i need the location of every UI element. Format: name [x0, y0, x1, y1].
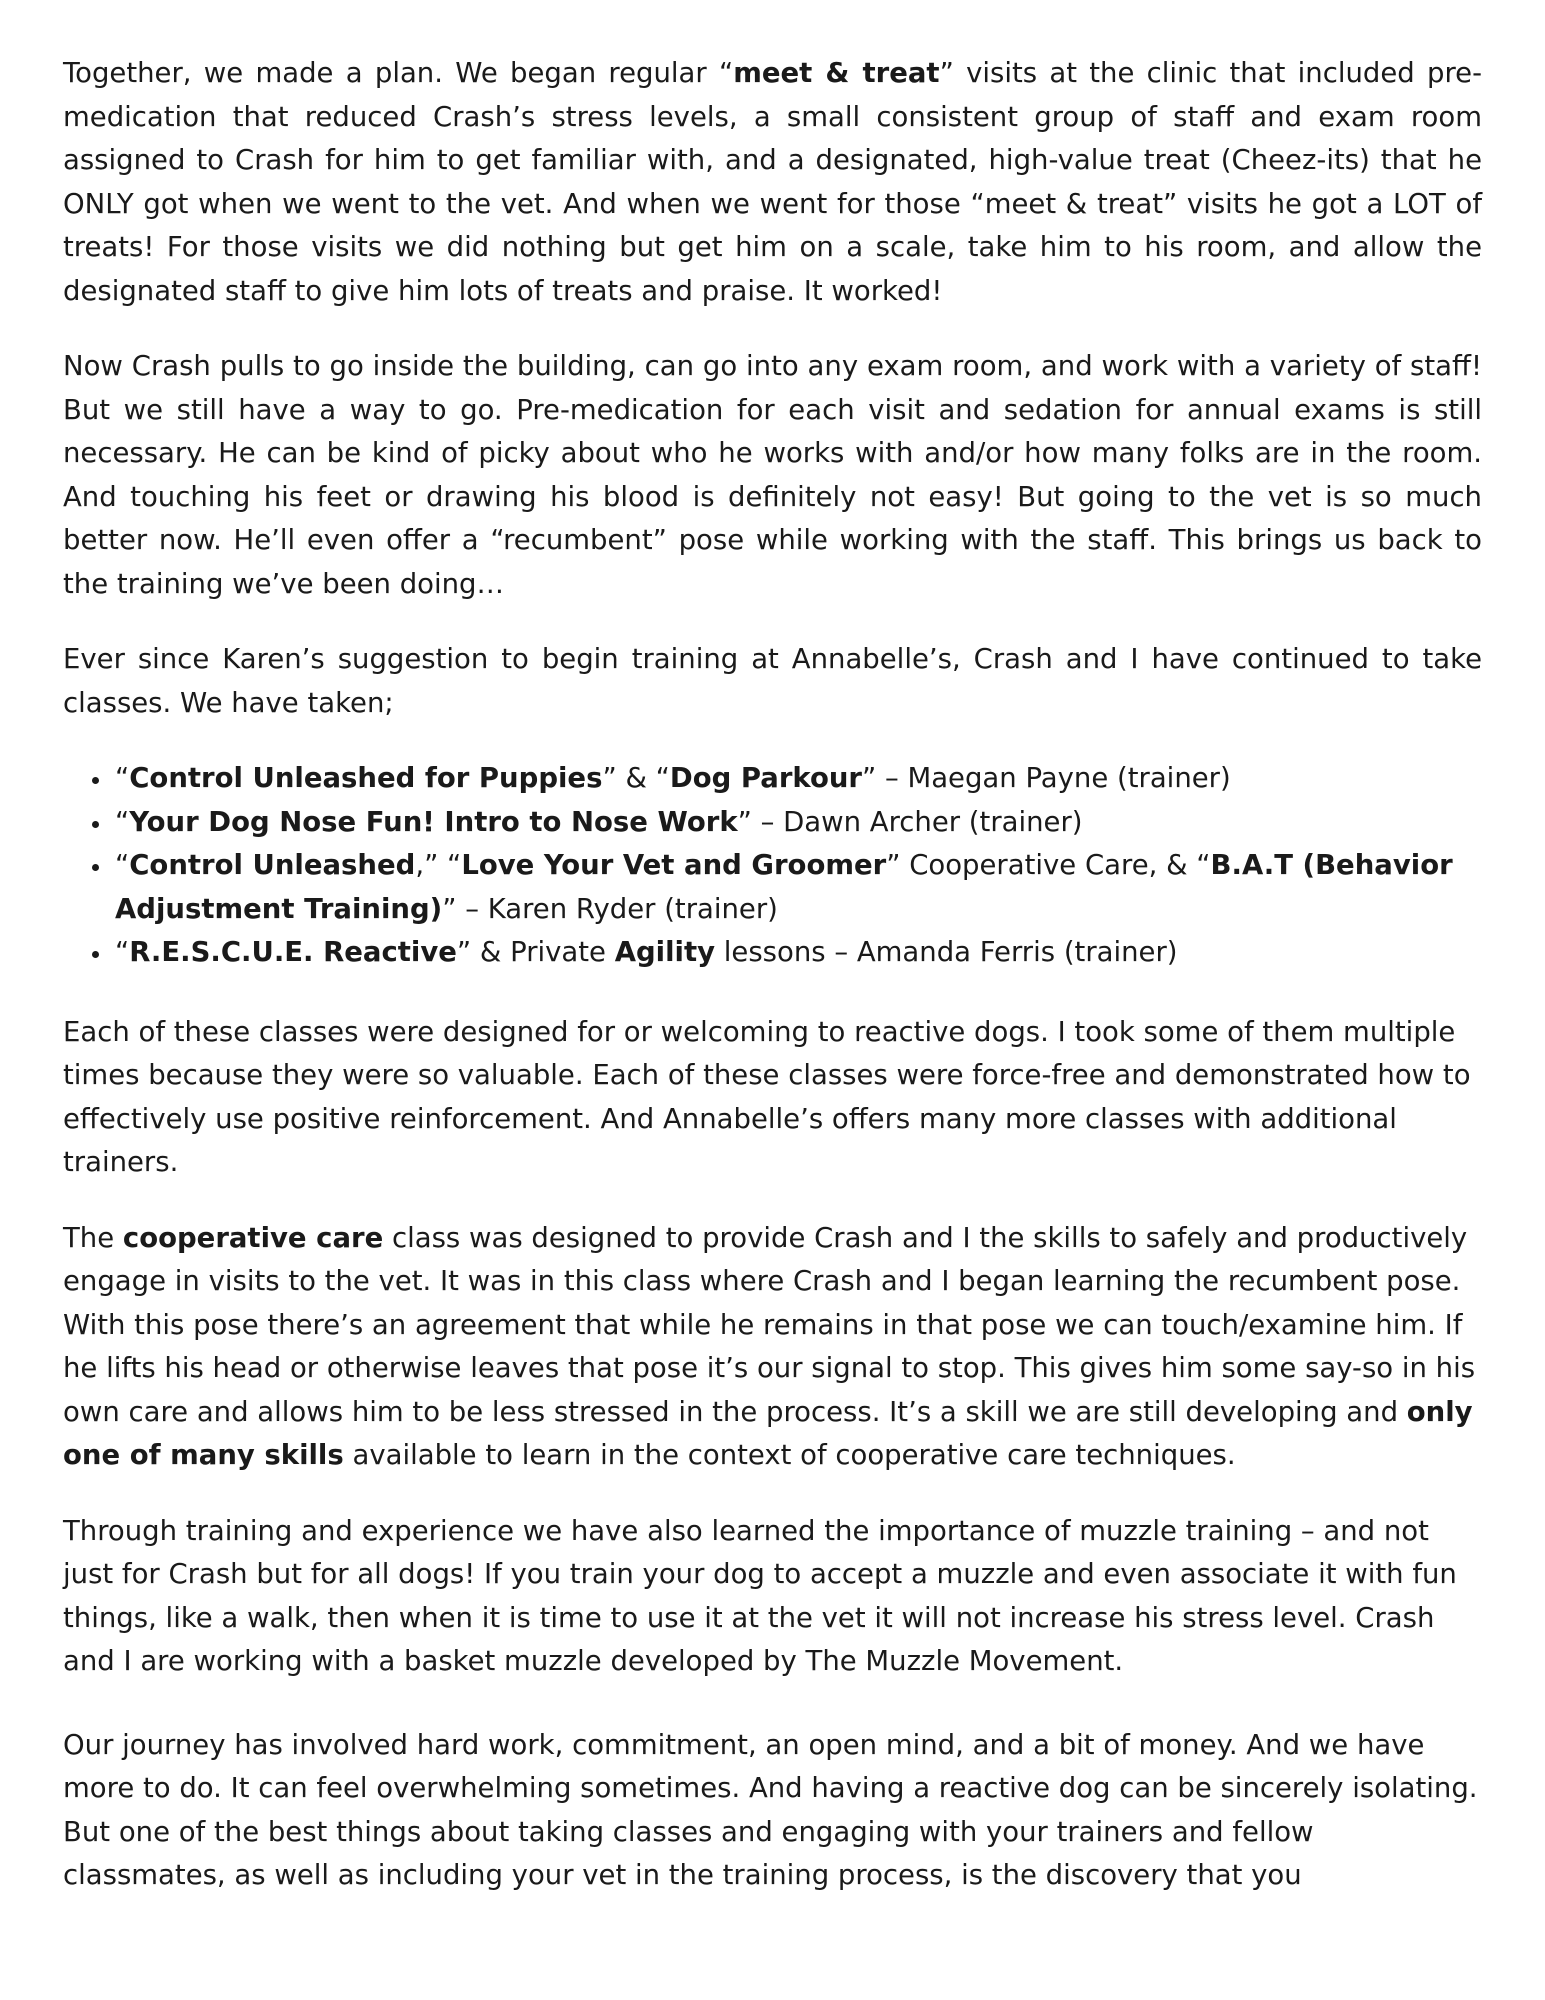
paragraph-muzzle-training: Through training and experience we have also learned the importance of muzzle training – and not just for Crash but for all dogs! If you train your dog to accept a muzzle and even associate it with fun things, like a walk, then when it is time to use it at the vet it will not increase his stress level. Crash and I are working with a basket muzzle developed by The Muzzle Movement.: [63, 1514, 1457, 1677]
text: “: [115, 805, 130, 838]
class-name: Dog Parkour: [669, 762, 862, 794]
list-item: [113, 931, 1482, 975]
text: The: [63, 1221, 123, 1254]
text: “: [115, 762, 130, 794]
text: Together, we made a plan. We began regular “: [63, 57, 734, 89]
paragraph-cooperative-care: [63, 1217, 1482, 1478]
class-name: Your Dog Nose Fun! Intro to Nose Work: [129, 805, 738, 838]
text: lessons – Amanda Ferris (trainer): [715, 936, 1178, 968]
class-name: Control Unleashed: [129, 849, 416, 881]
paragraph-class-description: Each of these classes were designed for or welcoming to reactive dogs. I took some of them multiple times because they were so valuable. Each of these classes were force-free and demonstrated how to effectively use positive reinforcement. And Annabelle’s offers many more classes with additional trainers.: [63, 1015, 1471, 1178]
text: ” – Maegan Payne (trainer): [861, 762, 1231, 794]
text: ” – Karen Ryder (trainer): [442, 892, 778, 925]
text: ” Cooperative Care, & “: [886, 849, 1211, 881]
class-name: Control Unleashed for Puppies: [129, 762, 603, 794]
text: ” & “: [602, 762, 670, 794]
text: “: [115, 936, 130, 968]
text: ” visits at the clinic that included pre-medication that reduced Crash’s stress levels, a small consistent group of staff and exam room assigned to Crash for him to get familiar with, and a designated, high-value treat (Cheez-its) that he ONLY got when we went to the vet. And when we went for those “meet & treat” visits he got a LOT of treats! For those visits we did nothing but get him on a scale, take him to his room, and allow the designated staff to give him lots of treats and praise. It worked!: [63, 57, 1482, 307]
class-name: Love Your Vet and Groomer: [461, 849, 887, 881]
text: ” & Private: [456, 936, 615, 968]
bold-only-one-of-many-skills: only one of many skills: [63, 1395, 1473, 1471]
bold-meet-and-treat: meet & treat: [733, 57, 940, 89]
paragraph-journey: Our journey has involved hard work, commitment, an open mind, and a bit of money. And we have more to do. It can feel overwhelming sometimes. And having a reactive dog can be sincerely isolating. But one of the best things about taking classes and engaging with your trainers and fellow classmates, as well as including your vet in the training process, is the discovery that you: [63, 1728, 1478, 1891]
paragraph-plan: [63, 52, 1482, 313]
text: “: [115, 849, 130, 881]
list-item: [113, 757, 1482, 801]
list-item: [113, 844, 1482, 931]
bold-cooperative-care: cooperative care: [122, 1221, 384, 1254]
class-name: B.A.T (Behavior Adjustment Training): [115, 849, 1453, 925]
class-name: Agility: [614, 936, 716, 968]
text: available to learn in the context of cooperative care techniques.: [343, 1439, 1236, 1471]
paragraph-progress: Now Crash pulls to go inside the building, can go into any exam room, and work with a variety of staff! But we still have a way to go. Pre-medication for each visit and sedation for annual exams is still necessary. He can be kind of picky about who he works with and/or how many folks are in the room. And touching his feet or drawing his blood is definitely not easy! But going to the vet is so much better now. He’ll even offer a “recumbent” pose while working with the staff. This brings us back to the training we’ve been doing…: [63, 350, 1482, 600]
text: class was designed to provide Crash and I the skills to safely and productively engage in visits to the vet. It was in this class where Crash and I began learning the recumbent pose. With this pose there’s an agreement that while he remains in that pose we can touch/examine him. If he lifts his head or otherwise leaves that pose it’s our signal to stop. This gives him some say-so in his own care and allows him to be less stressed in the process. It’s a skill we are still developing and: [63, 1221, 1476, 1428]
text: ” – Dawn Archer (trainer): [737, 805, 1083, 838]
classes-list: [63, 757, 1482, 975]
list-item: [113, 801, 1482, 845]
text: ,” “: [415, 849, 462, 881]
class-name: R.E.S.C.U.E. Reactive: [129, 936, 457, 968]
paragraph-classes-intro: Ever since Karen’s suggestion to begin training at Annabelle’s, Crash and I have continued to take classes. We have taken;: [63, 643, 1482, 719]
